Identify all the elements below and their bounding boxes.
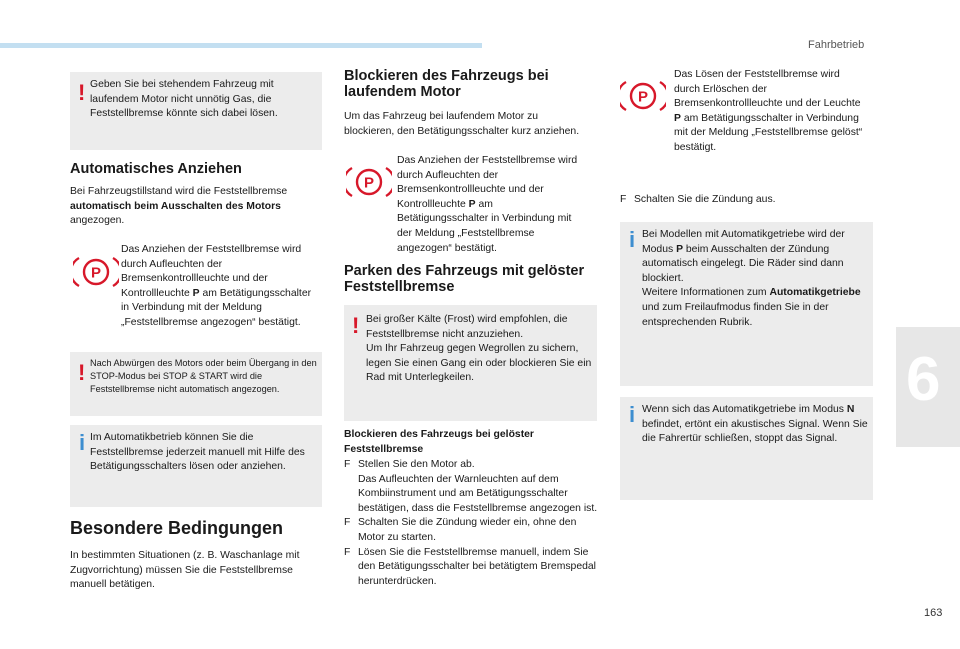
list-item: F Schalten Sie die Zündung aus. (620, 194, 776, 205)
warning-icon: ! (352, 313, 360, 338)
warning-box (70, 72, 322, 150)
list-item: F Schalten Sie die Zündung wieder ein, ohne den Motor zu starten. (344, 517, 577, 543)
parking-brake-icon (346, 162, 392, 202)
steps-list (344, 458, 600, 589)
warning-icon: ! (78, 80, 86, 105)
chapter-title: Fahrbetrieb (808, 39, 865, 51)
chapter-tab (896, 327, 960, 447)
chapter-number: 6 (906, 345, 941, 414)
apply-confirmation-text: Das Anziehen der Feststellbremse wird durch Aufleuchten der Bremsenkontrollleuchte und der Kontrollleuchte P am Betätigungsschalter in Verbindung mit der Meldung „Feststellbremse angezogen“ bestätigt. (397, 155, 578, 254)
info-box (620, 222, 873, 386)
sub-heading-block-released: Blockieren des Fahrzeugs bei gelöster Feststellbremse (344, 429, 534, 455)
warning-box (344, 305, 597, 421)
page-number: 163 (924, 607, 943, 619)
parking-brake-icon (73, 252, 119, 292)
list-item: F Stellen Sie den Motor ab. Das Aufleuchten der Warnleuchten auf dem Kombiinstrument und am Betätigungsschalter bestätigen, dass die Feststellbremse angezogen ist. (344, 459, 598, 514)
info-text: Bei Modellen mit Automatikgetriebe wird der Modus P beim Ausschalten der Zündung automatisch eingelegt. Die Räder sind dann blockiert. Weitere Informationen zum Automatikgetriebe und zum Freilaufmodus finden Sie in der entsprechenden Rubrik. (642, 229, 861, 328)
section-heading-automatic: Automatisches Anziehen (70, 161, 242, 177)
section-heading-special: Besondere Bedingungen (70, 518, 284, 538)
info-text: Im Automatikbetrieb können Sie die Feststellbremse jederzeit manuell mit Hilfe des Betätigungsschalters lösen oder anziehen. (90, 432, 305, 473)
warning-text: Nach Abwürgen des Motors oder beim Übergang in den STOP-Modus bei STOP & START wird die Feststellbremse nicht automatisch angezogen. (90, 358, 317, 395)
info-text: Wenn sich das Automatikgetriebe im Modus N befindet, ertönt ein akustisches Signal. Wenn Sie die Fahrertür schließen, stoppt das Signal. (642, 404, 868, 445)
warning-text: Bei großer Kälte (Frost) wird empfohlen, die Feststellbremse nicht anzuziehen. Um Ihr Fahrzeug gegen Wegrollen zu sichern, legen Sie einen Gang ein oder blockieren Sie ein Rad mit Unterlegkeilen. (366, 314, 592, 384)
info-box (620, 397, 873, 500)
release-confirmation-text: Das Lösen der Feststellbremse wird durch Erlöschen der Bremsenkontrollleuchte und der Leuchte P am Betätigungsschalter in Verbindung mit der Meldung „Feststellbremse gelöst“ bestätigt. (674, 69, 863, 153)
warning-box (70, 352, 322, 416)
section-heading-park-released: Parken des Fahrzeugs mit gelöster Feststellbremse (344, 263, 585, 295)
info-icon: i (629, 227, 636, 252)
warning-icon: ! (78, 360, 86, 385)
info-icon: i (79, 430, 86, 455)
section-heading-block-running: Blockieren des Fahrzeugs bei laufendem Motor (344, 68, 549, 100)
list-item: F Lösen Sie die Feststellbremse manuell, indem Sie den Betätigungsschalter bei betätigtem Bremspedal herunterdrücken. (344, 546, 596, 587)
apply-confirmation-text: Das Anziehen der Feststellbremse wird durch Aufleuchten der Bremsenkontrollleuchte und der Kontrollleuchte P am Betätigungsschalter in Verbindung mit der Meldung „Feststellbremse angezogen“ bestätigt. (121, 244, 312, 328)
info-icon: i (629, 402, 636, 427)
block-running-intro: Um das Fahrzeug bei laufendem Motor zu blockieren, den Betätigungsschalter kurz anziehen. (344, 111, 580, 137)
automatic-intro: Bei Fahrzeugstillstand wird die Feststellbremse automatisch beim Ausschalten des Motors angezogen. (70, 186, 288, 227)
info-box (70, 425, 322, 507)
parking-brake-icon (620, 76, 666, 116)
warning-text: Geben Sie bei stehendem Fahrzeug mit laufendem Motor nicht unnötig Gas, die Feststellbremse könnte sich dabei lösen. (90, 79, 278, 120)
special-conditions-text: In bestimmten Situationen (z. B. Waschanlage mit Zugvorrichtung) müssen Sie die Feststellbremse manuell betätigen. (70, 550, 300, 591)
header-bar (0, 43, 482, 48)
